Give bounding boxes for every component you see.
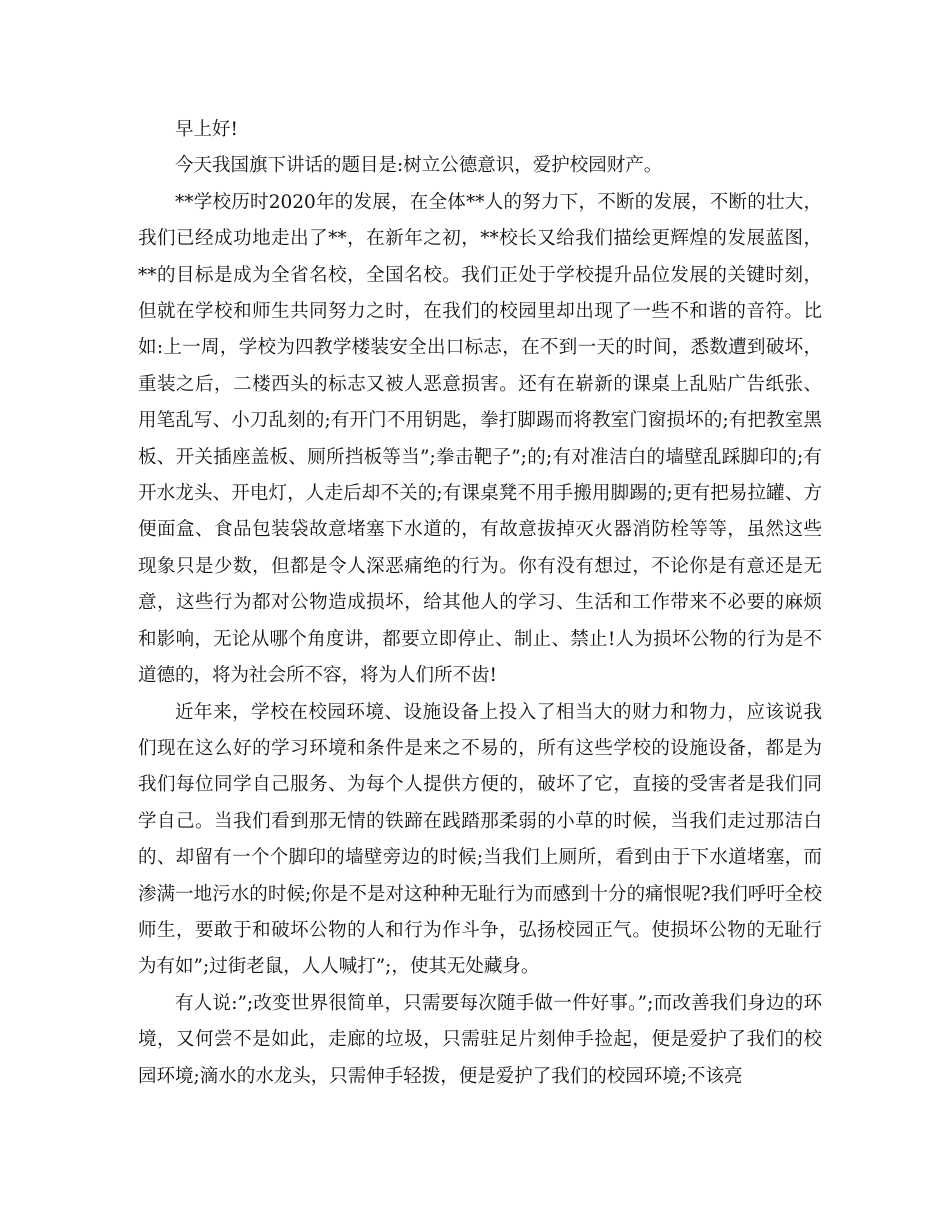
body-paragraph-quote: 有人说:”;改变世界很简单，只需要每次随手做一件好事。”;而改善我们身边的环境，又何尝不是如此，走廊的垃圾，只需驻足片刻伸手捡起，便是爱护了我们的校园环境;滴水的水龙头，只需伸手轻拨，便是爱护了我们的校园环境;不该亮	[138, 992, 822, 1087]
topic-paragraph: 今天我国旗下讲话的题目是:树立公德意识，爱护校园财产。	[175, 155, 663, 177]
speech-body	[138, 112, 822, 1095]
greeting-paragraph: 早上好!	[175, 119, 238, 140]
body-paragraph-investment: 近年来，学校在校园环境、设施设备上投入了相当大的财力和物力，应该说我们现在这么好的学习环境和条件是来之不易的，所有这些学校的设施设备，都是为我们每位同学自己服务、为每个人提供方便的，破坏了它，直接的受害者是我们同学自己。当我们看到那无情的铁蹄在践踏那柔弱的小草的时候，当我们走过那洁白的、却留有一个个脚印的墙壁旁边的时候;当我们上厕所，看到由于下水道堵塞，而渗满一地污水的时候;你是不是对这种种无耻行为而感到十分的痛恨呢?我们呼吁全校师生，要敢于和破坏公物的人和行为作斗争，弘扬校园正气。使损坏公物的无耻行为有如”;过街老鼠，人人喊打”;，使其无处藏身。	[138, 701, 822, 978]
body-paragraph-damage: **学校历时2020年的发展，在全体**人的努力下，不断的发展，不断的壮大，我们已经成功地走出了**，在新年之初，**校长又给我们描绘更辉煌的发展蓝图，**的目标是成为全省名校，全国名校。我们正处于学校提升品位发展的关键时刻，但就在学校和师生共同努力之时，在我们的校园里却出现了一些不和谐的音符。比如:上一周，学校为四教学楼装安全出口标志，在不到一天的时间，悉数遭到破坏，重装之后，二楼西头的标志又被人恶意损害。还有在崭新的课桌上乱贴广告纸张、用笔乱写、小刀乱刻的;有开门不用钥匙，拳打脚踢而将教室门窗损坏的;有把教室黑板、开关插座盖板、厕所挡板等当”;拳击靶子”;的;有对准洁白的墙壁乱踩脚印的;有开水龙头、开电灯，人走后却不关的;有课桌凳不用手搬用脚踢的;更有把易拉罐、方便面盒、食品包装袋故意堵塞下水道的，有故意拔掉灭火器消防栓等等，虽然这些现象只是少数，但都是令人深恶痛绝的行为。你有没有想过，不论你是有意还是无意，这些行为都对公物造成损坏，给其他人的学习、生活和工作带来不必要的麻烦和影响，无论从哪个角度讲，都要立即停止、制止、禁止!人为损坏公物的行为是不道德的，将为社会所不容，将为人们所不齿!	[138, 191, 822, 687]
